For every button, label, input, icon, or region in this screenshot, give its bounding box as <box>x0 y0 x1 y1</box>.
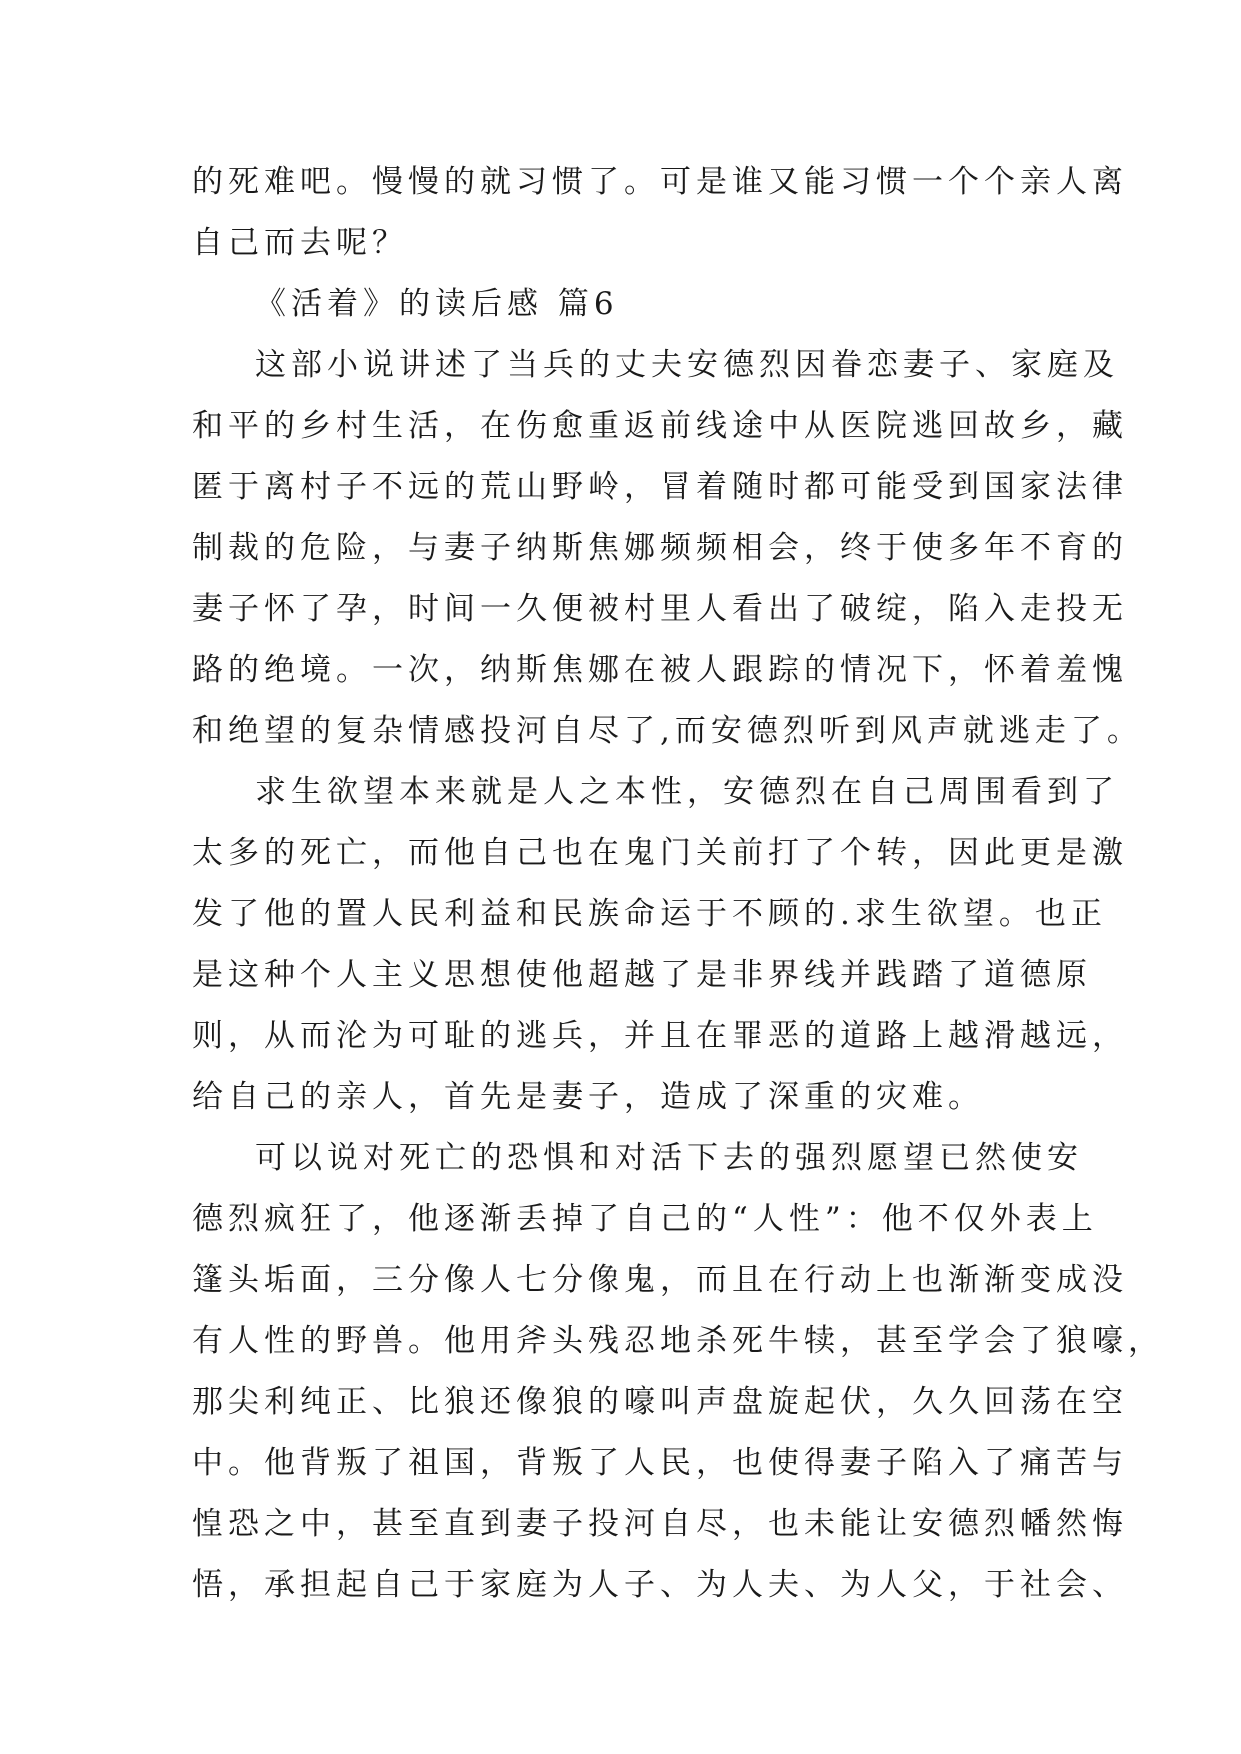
text-line: 的死难吧。慢慢的就习惯了。可是谁又能习惯一个个亲人离 <box>192 164 1128 200</box>
text-line: 自己而去呢？ <box>192 225 408 261</box>
section-heading: 《活着》的读后感 篇6 <box>255 286 619 322</box>
paragraph-start-line: 求生欲望本来就是人之本性，安德烈在自己周围看到了 <box>255 774 1119 810</box>
text-line: 篷头垢面，三分像人七分像鬼，而且在行动上也渐渐变成没 <box>192 1262 1128 1298</box>
text-line: 有人性的野兽。他用斧头残忍地杀死牛犊，甚至学会了狼嚎， <box>192 1323 1164 1359</box>
text-line: 路的绝境。一次，纳斯焦娜在被人跟踪的情况下，怀着羞愧 <box>192 652 1128 688</box>
text-line: 是这种个人主义思想使他超越了是非界线并践踏了道德原 <box>192 957 1092 993</box>
document-body <box>192 152 1164 1616</box>
text-line: 和绝望的复杂情感投河自尽了,而安德烈听到风声就逃走了。 <box>192 713 1143 749</box>
paragraph-start-line: 可以说对死亡的恐惧和对活下去的强烈愿望已然使安 <box>255 1140 1083 1176</box>
text-line: 发了他的置人民利益和民族命运于不顾的.求生欲望。也正 <box>192 896 1107 932</box>
paragraph-start-line: 这部小说讲述了当兵的丈夫安德烈因眷恋妻子、家庭及 <box>255 347 1119 383</box>
text-line: 德烈疯狂了，他逐渐丢掉了自己的“人性”：他不仅外表上 <box>192 1201 1098 1237</box>
text-line: 和平的乡村生活，在伤愈重返前线途中从医院逃回故乡，藏 <box>192 408 1128 444</box>
text-line: 惶恐之中，甚至直到妻子投河自尽，也未能让安德烈幡然悔 <box>192 1506 1128 1542</box>
text-line: 给自己的亲人，首先是妻子，造成了深重的灾难。 <box>192 1079 984 1115</box>
text-line: 悟，承担起自己于家庭为人子、为人夫、为人父，于社会、 <box>192 1567 1128 1603</box>
text-line: 制裁的危险，与妻子纳斯焦娜频频相会，终于使多年不育的 <box>192 530 1128 566</box>
text-line: 太多的死亡，而他自己也在鬼门关前打了个转，因此更是激 <box>192 835 1128 871</box>
text-line: 妻子怀了孕，时间一久便被村里人看出了破绽，陷入走投无 <box>192 591 1128 627</box>
text-line: 匿于离村子不远的荒山野岭，冒着随时都可能受到国家法律 <box>192 469 1128 505</box>
text-line: 中。他背叛了祖国，背叛了人民，也使得妻子陷入了痛苦与 <box>192 1445 1128 1481</box>
text-line: 则，从而沦为可耻的逃兵，并且在罪恶的道路上越滑越远， <box>192 1018 1128 1054</box>
text-line: 那尖利纯正、比狼还像狼的嚎叫声盘旋起伏，久久回荡在空 <box>192 1384 1128 1420</box>
